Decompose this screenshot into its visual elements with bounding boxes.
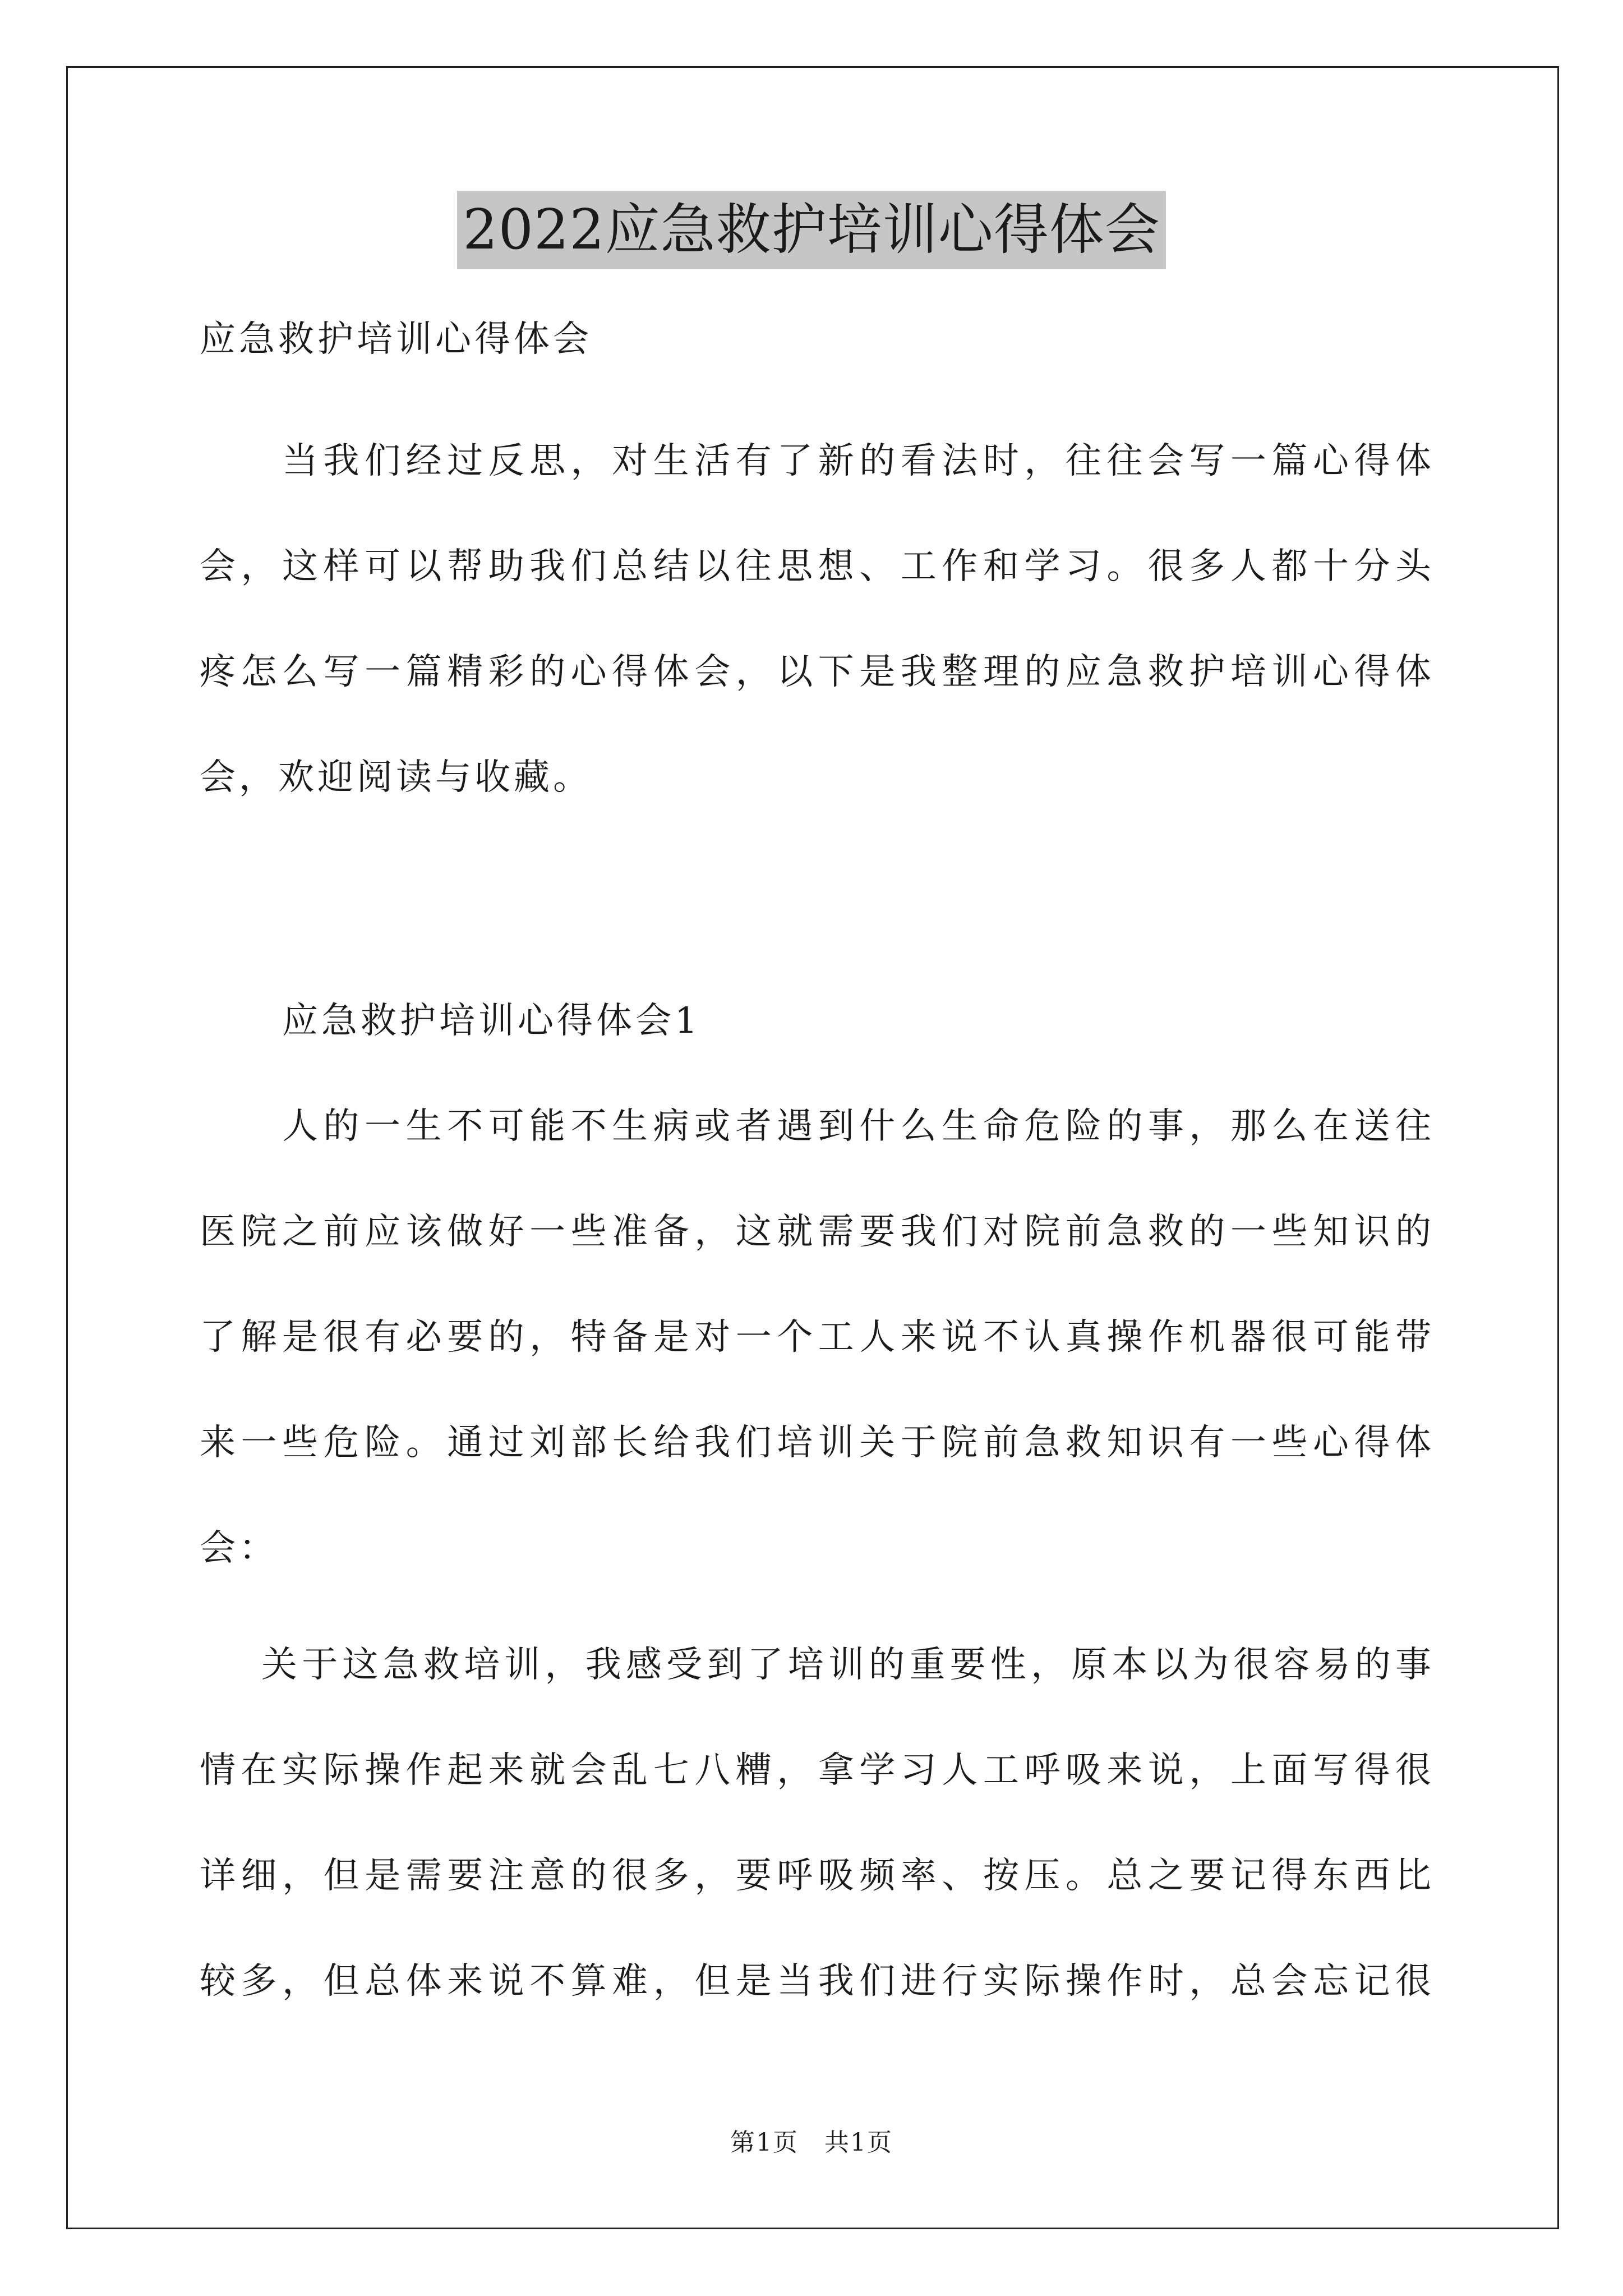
page-footer: 第1页 共1页 (730, 2128, 893, 2157)
document-title: 2022应急救护培训心得体会 (457, 191, 1165, 269)
paragraph-line: 详细，但是需要注意的很多，要呼吸频率、按压。总之要记得东西比 (200, 1855, 1431, 1897)
intro-line: 会，欢迎阅读与收藏。 (200, 757, 592, 798)
paragraph-line: 会： (200, 1527, 278, 1569)
paragraph-line: 来一些危险。通过刘部长给我们培训关于院前急救知识有一些心得体 (200, 1422, 1431, 1464)
paragraph-line: 医院之前应该做好一些准备，这就需要我们对院前急救的一些知识的 (200, 1211, 1431, 1253)
title-container (0, 191, 1623, 269)
paragraph-line: 了解是很有必要的，特备是对一个工人来说不认真操作机器很可能带 (200, 1317, 1431, 1358)
paragraph-line: 关于这急救培训，我感受到了培训的重要性，原本以为很容易的事 (261, 1644, 1431, 1686)
intro-line: 会，这样可以帮助我们总结以往思想、工作和学习。很多人都十分头 (200, 546, 1431, 587)
paragraph-line: 人的一生不可能不生病或者遇到什么生命危险的事，那么在送往 (282, 1106, 1431, 1147)
intro-line: 疼怎么写一篇精彩的心得体会，以下是我整理的应急救护培训心得体 (200, 651, 1431, 693)
intro-line: 当我们经过反思，对生活有了新的看法时，往往会写一篇心得体 (282, 440, 1431, 482)
document-subtitle: 应急救护培训心得体会 (200, 319, 592, 360)
paragraph-line: 较多，但总体来说不算难，但是当我们进行实际操作时，总会忘记很 (200, 1961, 1431, 2002)
section-heading: 应急救护培训心得体会1 (282, 1000, 701, 1042)
paragraph-line: 情在实际操作起来就会乱七八糟，拿学习人工呼吸来说，上面写得很 (200, 1750, 1431, 1791)
